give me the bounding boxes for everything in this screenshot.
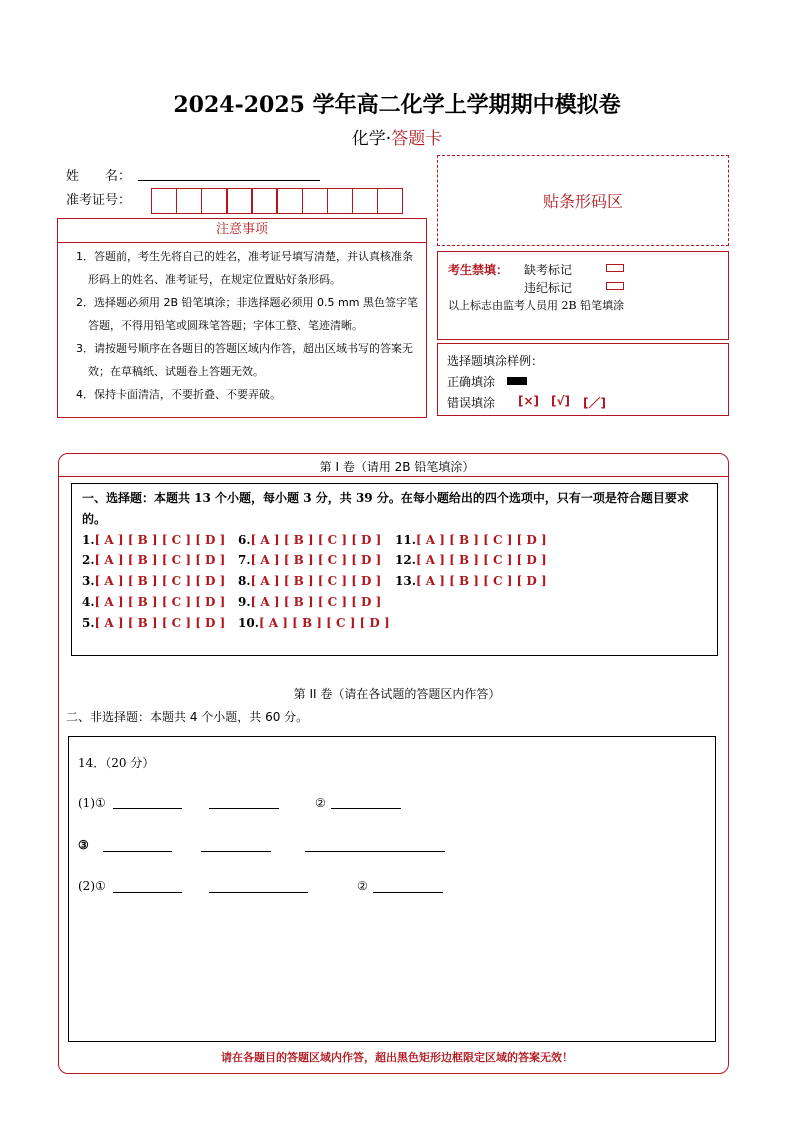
exam-id-box[interactable]: [251, 188, 277, 214]
mc-question-1[interactable]: 1.[ A ] [ B ] [ C ] [ D ]: [82, 533, 226, 547]
notice-item: 2．选择题必须用 2B 铅笔填涂；非选择题必须用 0.5 mm 黑色签字笔答题，不得用铅笔或圆珠笔答题；字体工整、笔迹清晰。: [76, 296, 418, 332]
section2-title: 第 II 卷（请在各试题的答题区内作答）: [293, 687, 501, 701]
part1-label: (1)①: [78, 796, 106, 810]
exam-id-box[interactable]: [302, 188, 328, 214]
answer-blank[interactable]: [331, 808, 401, 809]
answer-blank[interactable]: [209, 808, 279, 809]
notice-item: 3．请按题号顺序在各题目的答题区域内作答，超出区域书写的答案无效；在草稿纸、试题卷上答题无效。: [76, 342, 413, 378]
answer-blank[interactable]: [201, 851, 271, 852]
sample-heading: 选择题填涂样例：: [447, 354, 544, 368]
exam-id-box[interactable]: [327, 188, 353, 214]
part1-item3-label: ③: [78, 838, 89, 852]
barcode-label: 贴条形码区: [542, 192, 623, 211]
exam-id-box[interactable]: [377, 188, 403, 214]
subtitle-card: 答题卡: [391, 129, 443, 149]
mc-question-6[interactable]: 6.[ A ] [ B ] [ C ] [ D ]: [238, 533, 382, 547]
violation-mark-box[interactable]: [606, 282, 624, 290]
answer-blank[interactable]: [305, 851, 445, 852]
notice-box: [57, 242, 427, 418]
exam-id-box[interactable]: [226, 188, 252, 214]
mc-question-3[interactable]: 3.[ A ] [ B ] [ C ] [ D ]: [82, 574, 226, 588]
exam-id-label: 准考证号：: [66, 193, 132, 208]
section1-divider: [58, 476, 729, 477]
question-14-label: 14．（20 分）: [78, 756, 155, 770]
ban-label: 考生禁填：: [448, 263, 509, 277]
question-14-answer-box[interactable]: [68, 736, 716, 1042]
name-label: 姓 名：: [66, 169, 132, 184]
exam-id-box[interactable]: [276, 188, 302, 214]
part1-item2-label: ②: [315, 796, 326, 810]
section1-instruction: 一、选择题：本题共 13 个小题，每小题 3 分，共 39 分。在每小题给出的四个选项中，只有一项是符合题目要求的。: [82, 491, 689, 526]
mc-question-12[interactable]: 12.[ A ] [ B ] [ C ] [ D ]: [395, 553, 547, 567]
mc-question-11[interactable]: 11.[ A ] [ B ] [ C ] [ D ]: [395, 533, 547, 547]
correct-fill-sample: [507, 377, 527, 385]
answer-blank[interactable]: [209, 892, 308, 893]
wrong-mark: [√]: [551, 394, 570, 408]
violation-label: 违纪标记: [524, 281, 573, 295]
mc-question-8[interactable]: 8.[ A ] [ B ] [ C ] [ D ]: [238, 574, 382, 588]
absent-mark-box[interactable]: [606, 264, 624, 272]
footer-warning: 请在各题目的答题区域内作答，超出黑色矩形边框限定区域的答案无效！: [221, 1051, 573, 1064]
wrong-label: 错误填涂: [447, 396, 496, 410]
mc-question-5[interactable]: 5.[ A ] [ B ] [ C ] [ D ]: [82, 616, 226, 630]
notice-item: 4．保持卡面清洁，不要折叠、不要弄破。: [76, 388, 281, 401]
mc-question-4[interactable]: 4.[ A ] [ B ] [ C ] [ D ]: [82, 595, 226, 609]
ban-note: 以上标志由监考人员用 2B 铅笔填涂: [448, 299, 625, 312]
wrong-mark: [／]: [583, 396, 606, 410]
answer-blank[interactable]: [113, 892, 182, 893]
absent-label: 缺考标记: [524, 263, 573, 277]
exam-id-box[interactable]: [176, 188, 202, 214]
correct-label: 正确填涂: [447, 375, 496, 389]
notice-item: 1．答题前，考生先将自己的姓名，准考证号填写清楚，并认真核准条形码上的姓名、准考证号，在规定位置贴好条形码。: [76, 250, 413, 286]
barcode-area: [437, 155, 729, 246]
section1-title: 第 I 卷（请用 2B 铅笔填涂）: [319, 460, 475, 474]
answer-blank[interactable]: [373, 892, 443, 893]
answer-blank[interactable]: [103, 851, 172, 852]
exam-id-box[interactable]: [151, 188, 177, 214]
exam-id-boxes: [151, 188, 402, 214]
exam-id-box[interactable]: [352, 188, 378, 214]
exam-id-box[interactable]: [201, 188, 227, 214]
fill-sample-box: [437, 343, 729, 416]
answer-blank[interactable]: [113, 808, 182, 809]
mc-question-10[interactable]: 10.[ A ] [ B ] [ C ] [ D ]: [238, 616, 390, 630]
mc-question-2[interactable]: 2.[ A ] [ B ] [ C ] [ D ]: [82, 553, 226, 567]
section2-subtitle: 二、非选择题：本题共 4 个小题，共 60 分。: [66, 710, 309, 724]
page-title: 2024-2025 学年高二化学上学期期中模拟卷: [173, 92, 621, 118]
mc-question-9[interactable]: 9.[ A ] [ B ] [ C ] [ D ]: [238, 595, 382, 609]
name-field[interactable]: [138, 180, 320, 181]
mc-question-13[interactable]: 13.[ A ] [ B ] [ C ] [ D ]: [395, 574, 547, 588]
notice-heading: 注意事项: [57, 218, 427, 243]
page-subtitle: [0, 124, 794, 149]
wrong-mark: [×]: [518, 394, 540, 408]
mc-question-7[interactable]: 7.[ A ] [ B ] [ C ] [ D ]: [238, 553, 382, 567]
part2-label: (2)①: [78, 879, 106, 893]
proctor-mark-box: [437, 251, 729, 340]
part2-item2-label: ②: [357, 879, 368, 893]
subtitle-subject: 化学·: [351, 129, 392, 149]
